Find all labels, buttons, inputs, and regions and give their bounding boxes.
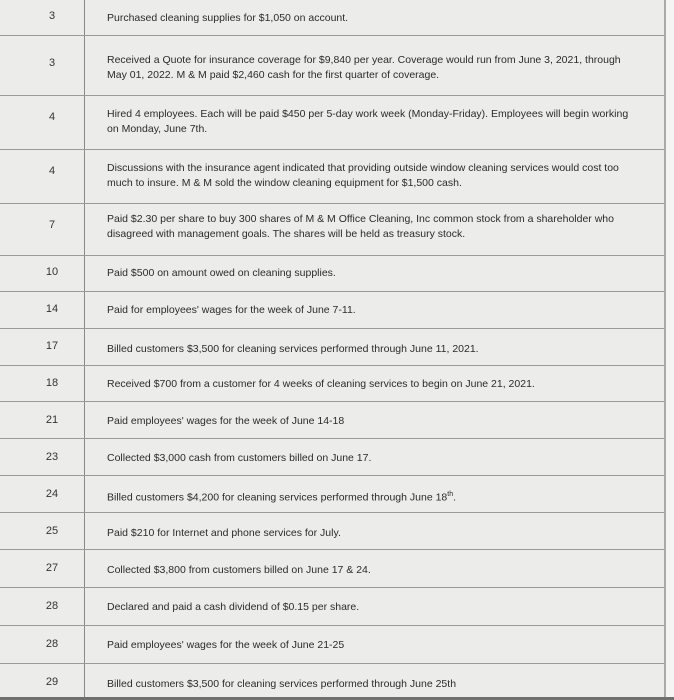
row-description — [107, 487, 633, 506]
row-description: Received a Quote for insurance coverage for $9,840 per year. Coverage would run from June 3, 2021, through May 01, 2022. M & M paid $2,460 cash for the first quarter of coverage. — [107, 54, 621, 81]
table-row — [0, 36, 664, 96]
table-row — [0, 513, 664, 550]
row-day: 25 — [45, 525, 59, 537]
row-description: Collected $3,000 cash from customers billed on June 17. — [107, 452, 372, 464]
row-day: 29 — [45, 676, 59, 688]
row-description: Paid employees' wages for the week of June 14-18 — [107, 415, 345, 427]
table-row — [0, 550, 664, 588]
table-row — [0, 292, 664, 329]
table-row — [0, 476, 664, 513]
table-row — [0, 329, 664, 366]
row-description: Billed customers $3,500 for cleaning services performed through June 25th — [107, 678, 457, 690]
row-day: 3 — [48, 10, 56, 22]
table-row — [0, 439, 664, 476]
table-row — [0, 366, 664, 402]
row-description: Paid $2.30 per share to buy 300 shares of M & M Office Cleaning, Inc common stock from a shareholder who disagreed with management goals. The shares will be held as treasury stock. — [107, 213, 614, 240]
row-description: Paid for employees' wages for the week of June 7-11. — [107, 304, 356, 316]
row-day: 24 — [45, 488, 59, 500]
row-description: Declared and paid a cash dividend of $0.15 per share. — [107, 601, 360, 613]
row-description: Hired 4 employees. Each will be paid $450 per 5-day work week (Monday-Friday). Employees will begin working on Monday, June 7th. — [107, 108, 629, 135]
row-day: 4 — [48, 111, 56, 123]
ordinal-suffix: th — [447, 491, 454, 498]
row-description: Paid employees' wages for the week of June 21-25 — [107, 639, 345, 651]
page-margin — [666, 0, 674, 700]
row-day: 3 — [48, 57, 56, 69]
table-row — [0, 626, 664, 664]
table-row — [0, 402, 664, 439]
row-day: 18 — [45, 377, 59, 389]
table-row — [0, 96, 664, 150]
row-day: 4 — [48, 165, 56, 177]
row-description: Paid $210 for Internet and phone services for July. — [107, 527, 341, 539]
row-day: 27 — [45, 562, 59, 574]
row-description: Discussions with the insurance agent indicated that providing outside window cleaning services would cost too much to insure. M & M sold the window cleaning equipment for $1,500 cash. — [107, 162, 619, 189]
row-description-tail: . — [453, 491, 457, 504]
row-description: Billed customers $3,500 for cleaning services performed through June 11, 2021. — [107, 343, 479, 355]
table-row — [0, 0, 664, 36]
row-day: 28 — [45, 600, 59, 612]
row-description-text: Billed customers $4,200 for cleaning services performed through June 18 — [107, 491, 448, 504]
row-day: 14 — [45, 303, 59, 315]
table-row — [0, 150, 664, 204]
row-day: 28 — [45, 638, 59, 650]
row-day: 21 — [45, 414, 59, 426]
row-description: Received $700 from a customer for 4 weeks of cleaning services to begin on June 21, 2021. — [107, 378, 535, 390]
row-day: 7 — [48, 219, 56, 231]
table-row — [0, 204, 664, 256]
table-row — [0, 588, 664, 626]
row-description: Collected $3,800 from customers billed on June 17 & 24. — [107, 564, 371, 576]
table-row — [0, 664, 664, 697]
row-description: Purchased cleaning supplies for $1,050 on account. — [107, 12, 349, 24]
row-day: 17 — [45, 340, 59, 352]
table-row — [0, 256, 664, 292]
row-day: 23 — [45, 451, 59, 463]
row-day: 10 — [45, 266, 59, 278]
row-description: Paid $500 on amount owed on cleaning supplies. — [107, 267, 336, 279]
